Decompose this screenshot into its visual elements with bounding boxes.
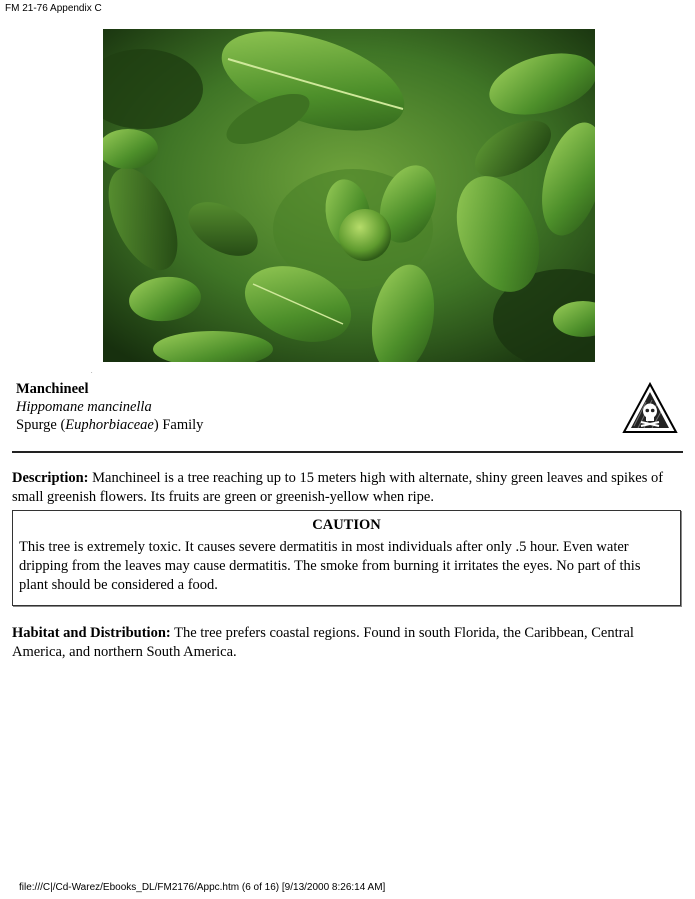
description-label: Description: — [12, 470, 89, 486]
habitat-label: Habitat and Distribution: — [12, 625, 171, 641]
description-paragraph — [12, 469, 680, 507]
common-name: Manchineel — [16, 381, 89, 397]
section-divider — [12, 451, 683, 453]
family-line — [16, 416, 203, 434]
plant-names — [16, 380, 203, 434]
skull-warning-icon — [622, 382, 678, 434]
caution-title: CAUTION — [312, 517, 381, 533]
family-prefix: Spurge ( — [16, 417, 66, 433]
family-suffix: ) Family — [153, 417, 204, 433]
stray-dot: . — [91, 369, 93, 375]
description-text: Manchineel is a tree reaching up to 15 meters high with alternate, shiny green leaves and spikes of small greenish flowers. Its fruits are green or greenish-yellow when ripe. — [12, 470, 664, 505]
page-footer-path: file:///C|/Cd-Warez/Ebooks_DL/FM2176/Appc.htm (6 of 16) [9/13/2000 8:26:14 AM] — [19, 882, 386, 893]
caution-text: This tree is extremely toxic. It causes severe dermatitis in most individuals after only .5 hour. Even water dripping from the leaves may cause dermatitis. The smoke from burning it irritates the eyes. No part of this plant should be considered a food. — [19, 539, 641, 593]
page-header-title: FM 21-76 Appendix C — [5, 3, 102, 14]
scientific-name: Hippomane mancinella — [16, 399, 152, 415]
caution-box — [12, 510, 681, 606]
family-latin: Euphorbiaceae — [65, 417, 154, 433]
manchineel-photo — [103, 29, 595, 362]
habitat-paragraph — [12, 624, 680, 662]
habitat-text: The tree prefers coastal regions. Found in south Florida, the Caribbean, Central America, and northern South America. — [12, 625, 634, 660]
